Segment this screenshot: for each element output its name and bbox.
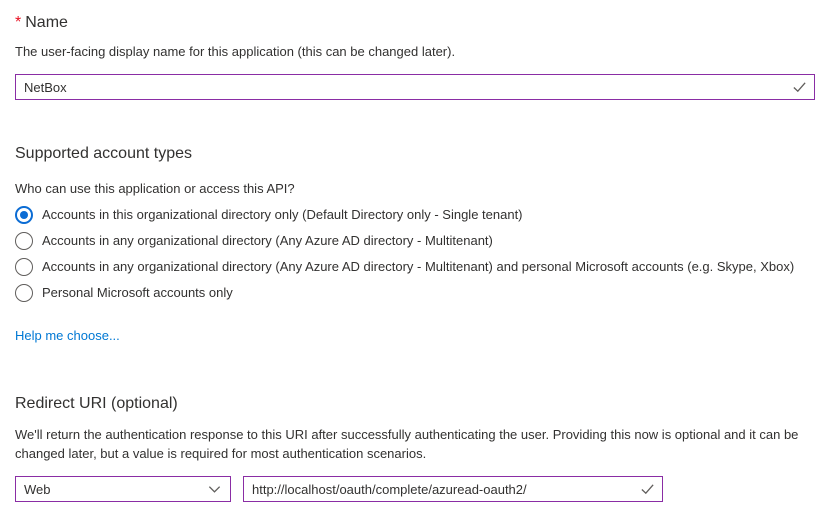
- required-asterisk: *: [15, 14, 22, 31]
- radio-option-label: Accounts in this organizational directory only (Default Directory only - Single tenant): [42, 207, 523, 222]
- radio-option-multitenant[interactable]: [15, 228, 815, 254]
- radio-option-label: Accounts in any organizational directory (Any Azure AD directory - Multitenant) and personal Microsoft accounts (e.g. Skype, Xbox): [42, 259, 795, 274]
- name-description: The user-facing display name for this application (this can be changed later).: [15, 44, 456, 59]
- name-input[interactable]: [15, 74, 815, 100]
- radio-unselected-icon[interactable]: [15, 232, 33, 250]
- name-section-title: [15, 12, 815, 33]
- radio-option-label: Accounts in any organizational directory (Any Azure AD directory - Multitenant): [42, 233, 493, 248]
- radio-option-personal-only[interactable]: [15, 280, 815, 306]
- redirect-uri-input[interactable]: [243, 476, 663, 502]
- account-types-radio-group: [15, 202, 815, 306]
- radio-unselected-icon[interactable]: [15, 284, 33, 302]
- platform-select[interactable]: [15, 476, 231, 502]
- redirect-uri-field-container: [243, 476, 663, 502]
- name-field-container: [15, 74, 815, 100]
- chevron-down-icon: [207, 482, 222, 497]
- radio-option-single-tenant[interactable]: [15, 202, 815, 228]
- name-label: Name: [25, 14, 68, 31]
- radio-unselected-icon[interactable]: [15, 258, 33, 276]
- account-types-title: Supported account types: [15, 145, 193, 162]
- account-types-question: Who can use this application or access this API?: [15, 181, 295, 196]
- radio-selected-icon[interactable]: [15, 206, 33, 224]
- platform-select-value: Web: [24, 481, 51, 497]
- radio-option-label: Personal Microsoft accounts only: [42, 285, 233, 300]
- redirect-uri-description: We'll return the authentication response to this URI after successfully authenticating the user. Providing this now is optional and it can be changed later, but a value is required for most authentication scenarios.: [15, 427, 799, 461]
- radio-option-multitenant-personal[interactable]: [15, 254, 815, 280]
- redirect-uri-row: [15, 476, 815, 502]
- help-me-choose-link[interactable]: Help me choose...: [15, 328, 120, 343]
- redirect-uri-title: Redirect URI (optional): [15, 395, 178, 412]
